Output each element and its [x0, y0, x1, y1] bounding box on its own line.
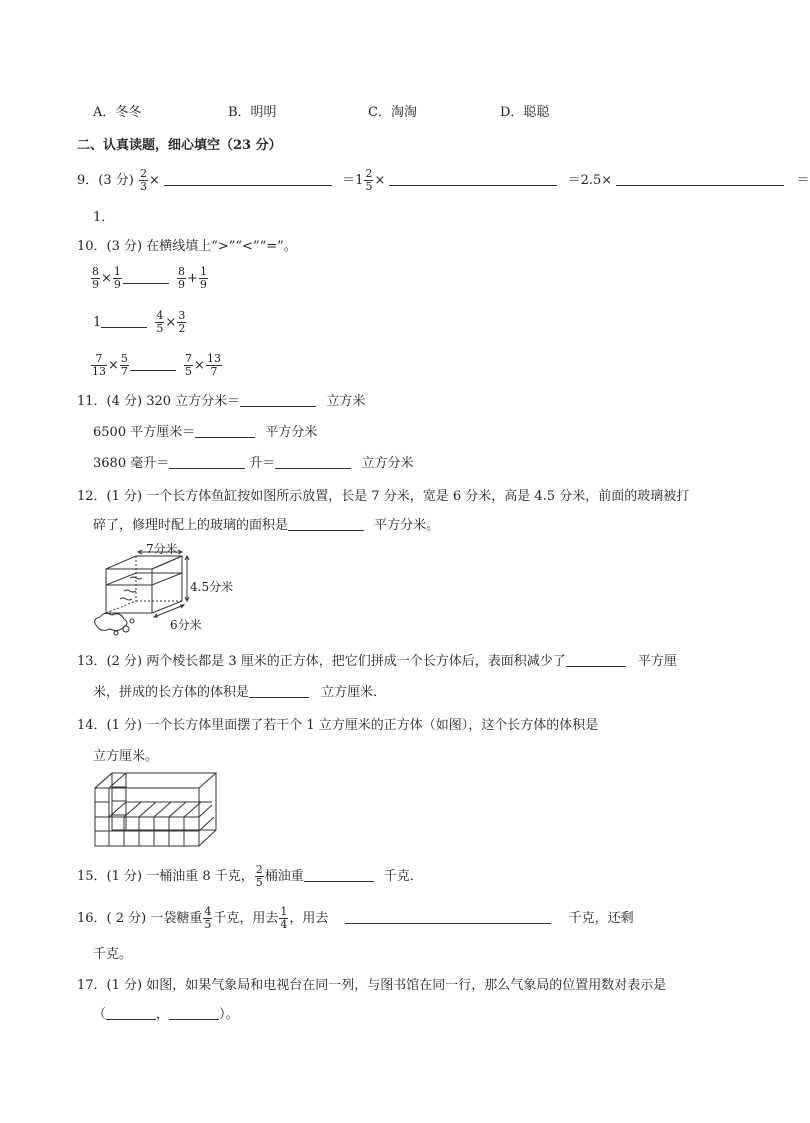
question-17-line-2: （ ， ）。 — [93, 1007, 239, 1022]
question-13-line-1: 13．(2 分) 两个棱长都是 3 厘米的正方体，把它们拼成一个长方体后，表面积减少了 平方厘 — [77, 654, 677, 669]
q17-blank-1[interactable] — [106, 1007, 156, 1020]
q10-row-1: $\frac{8}{9}$ × $\frac{1}{9}$ $\frac{8}{9}$ + $\frac{1}{9}$ — [92, 265, 207, 291]
q9-blank-3[interactable] — [616, 173, 784, 186]
q13-blank-1[interactable] — [566, 654, 626, 667]
q10-blank-1[interactable] — [123, 271, 169, 284]
fish-tank-figure — [90, 543, 250, 643]
q11-blank-1[interactable] — [240, 394, 316, 407]
q9-tail: 1． — [93, 210, 115, 225]
question-14-line-2: 立方厘米。 — [93, 749, 159, 764]
q9-blank-1[interactable] — [164, 173, 332, 186]
question-11-line-2: 6500 平方厘米＝ 平方分米 — [93, 425, 318, 440]
question-17-line-1: 17．(1 分) 如图，如果气象局和电视台在同一列，与图书馆在同一行，那么气象局的位置用数对表示是 — [77, 978, 667, 993]
option-d: D．聪聪 — [500, 105, 550, 120]
q10-row-3: $\frac{7}{13}$ × $\frac{5}{7}$ $\frac{7}{5}$ × $\frac{13}{7}$ — [92, 352, 221, 378]
q15-blank[interactable] — [304, 869, 374, 882]
q11-blank-2[interactable] — [195, 425, 255, 438]
q13-blank-2[interactable] — [249, 685, 309, 698]
fig-length-label: 7分米 — [146, 542, 178, 556]
q10-blank-2[interactable] — [101, 315, 147, 328]
question-12-line-1: 12．(1 分) 一个长方体鱼缸按如图所示放置，长是 7 分米，宽是 6 分米，高是 4.5 分米，前面的玻璃被打 — [77, 489, 690, 504]
question-9: 9．(3 分) $\frac{2}{3}$ × ＝1 $\frac{2}{5}$ × ＝2.5× ＝ — [77, 167, 810, 193]
option-b: B．明明 — [228, 105, 277, 120]
question-11-line-3: 3680 毫升＝ 升＝ 立方分米 — [93, 456, 414, 471]
q11-blank-3[interactable] — [169, 456, 245, 469]
question-13-line-2: 米，拼成的长方体的体积是 立方厘米． — [93, 685, 387, 700]
question-12-line-2: 碎了，修理时配上的玻璃的面积是 平方分米。 — [93, 518, 440, 533]
fig-width-label: 6分米 — [170, 618, 202, 632]
option-c: C．淘淘 — [368, 105, 417, 120]
question-16: 16．( 2 分) 一袋糖重 $\frac{4}{5}$ 千克，用去 $\frac{1}{4}$ ，用去 千克，还剩 — [77, 905, 634, 931]
option-a: A．冬冬 — [93, 105, 142, 120]
cuboid-cubes-figure — [90, 770, 222, 850]
question-15: 15．(1 分) 一桶油重 8 千克， $\frac{2}{5}$ 桶油重 千克． — [77, 863, 423, 889]
q9-blank-2[interactable] — [389, 173, 557, 186]
q16-blank-1[interactable] — [345, 911, 551, 924]
q9-prefix: 9．(3 分) — [77, 173, 134, 188]
q12-blank[interactable] — [288, 518, 364, 531]
q11-blank-4[interactable] — [275, 456, 351, 469]
q9-fraction-1: $\frac{2}{3}$ — [139, 167, 147, 193]
q17-blank-2[interactable] — [169, 1007, 219, 1020]
q9-fraction-2: $\frac{2}{5}$ — [365, 167, 373, 193]
q10-blank-3[interactable] — [130, 358, 176, 371]
question-10: 10．(3 分) 在横线填上“>”“<”“=”。 — [77, 239, 297, 254]
q16-line-2: 千克。 — [93, 947, 133, 962]
section-title: 二、认真读题，细心填空（23 分） — [77, 138, 282, 153]
fig-height-label: 4.5分米 — [190, 580, 234, 594]
q10-row-2: 1 $\frac{4}{5}$ × $\frac{3}{2}$ — [93, 309, 186, 335]
question-14-line-1: 14．(1 分) 一个长方体里面摆了若干个 1 立方厘米的正方体（如图），这个长方体的体积是 — [77, 718, 599, 733]
question-11-line-1: 11．(4 分) 320 立方分米＝ 立方米 — [77, 394, 366, 409]
